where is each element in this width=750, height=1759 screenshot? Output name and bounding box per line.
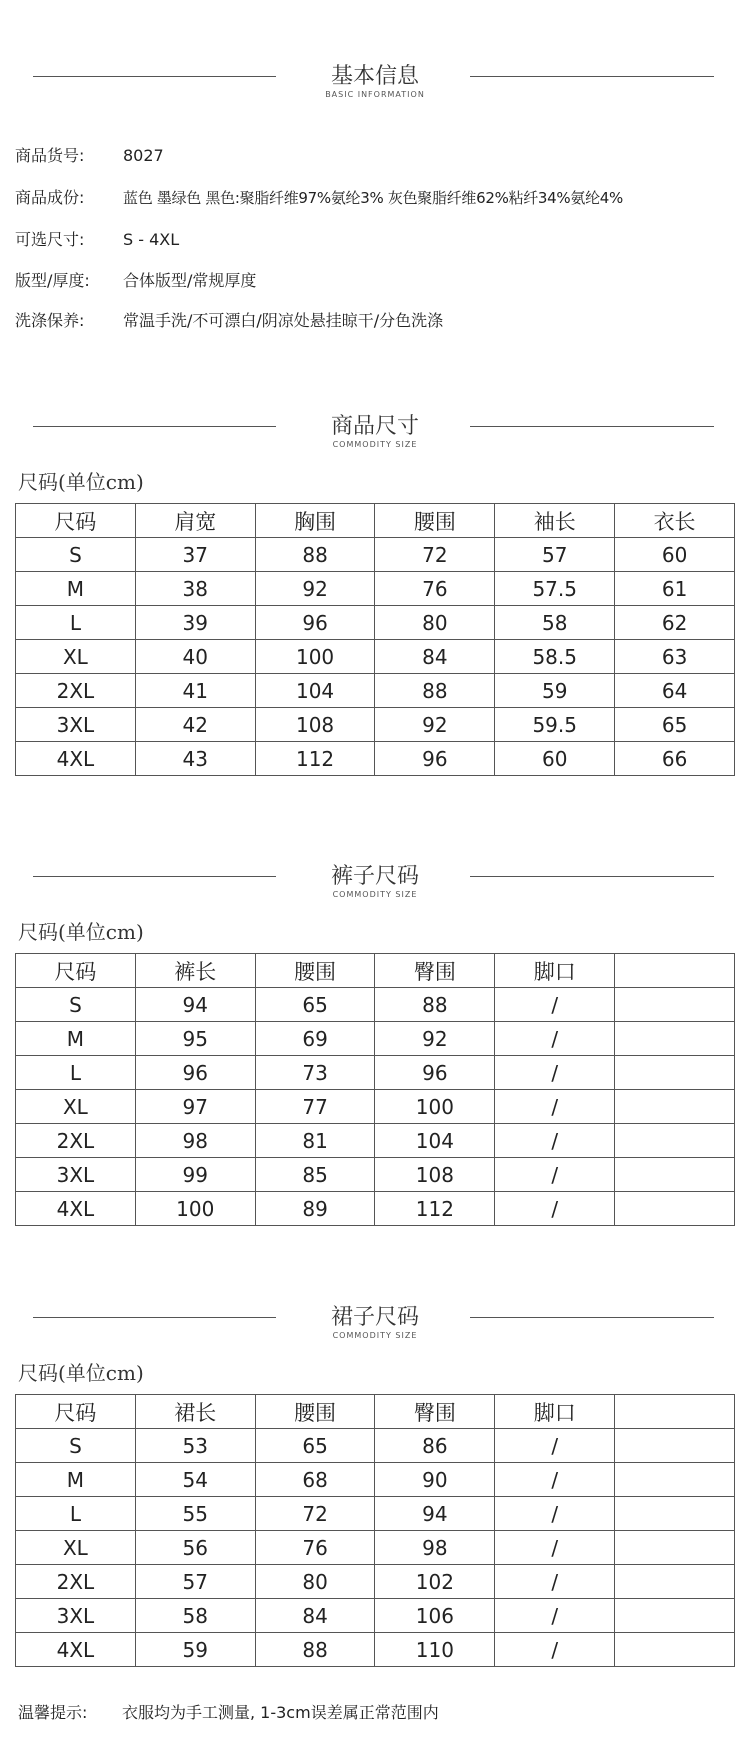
table-cell: 54 (135, 1463, 255, 1497)
col-header-hip: 臀围 (375, 954, 495, 988)
table-cell: XL (16, 640, 136, 674)
table-cell: 97 (135, 1090, 255, 1124)
table-cell: 56 (135, 1531, 255, 1565)
col-header-hem: 脚口 (495, 954, 615, 988)
table-cell: 80 (255, 1565, 375, 1599)
table-cell: 94 (135, 988, 255, 1022)
table-row (16, 1463, 735, 1497)
table-cell: 57 (495, 538, 615, 572)
basic-info-header (0, 64, 750, 104)
table-cell: / (495, 1022, 615, 1056)
table-cell: 3XL (16, 1158, 136, 1192)
table-row (16, 674, 735, 708)
table-cell: 65 (255, 1429, 375, 1463)
col-header-hip: 臀围 (375, 1395, 495, 1429)
table-cell: 84 (255, 1599, 375, 1633)
table-cell (615, 1429, 735, 1463)
table-row (16, 572, 735, 606)
table-cell: 104 (255, 674, 375, 708)
table-cell: 72 (255, 1497, 375, 1531)
table-cell: / (495, 1531, 615, 1565)
col-header-chest: 胸围 (255, 504, 375, 538)
table-cell: 92 (255, 572, 375, 606)
table-cell (615, 1022, 735, 1056)
table-cell: 94 (375, 1497, 495, 1531)
table-cell: / (495, 1124, 615, 1158)
table-cell (615, 1056, 735, 1090)
table-cell: 4XL (16, 1633, 136, 1667)
table-cell: 86 (375, 1429, 495, 1463)
table-cell: 59 (135, 1633, 255, 1667)
table-cell (615, 1633, 735, 1667)
table-row (16, 1124, 735, 1158)
table-row (16, 988, 735, 1022)
table-cell: / (495, 1090, 615, 1124)
table-cell: 98 (135, 1124, 255, 1158)
pants-size-header (0, 864, 750, 904)
table-cell: 2XL (16, 1565, 136, 1599)
table-cell: 60 (615, 538, 735, 572)
table-cell (615, 1090, 735, 1124)
table-cell: 104 (375, 1124, 495, 1158)
table-cell: / (495, 988, 615, 1022)
table-cell: 92 (375, 1022, 495, 1056)
table-cell (615, 1463, 735, 1497)
table-cell: 96 (255, 606, 375, 640)
table-cell: 64 (615, 674, 735, 708)
table-row (16, 1633, 735, 1667)
table-row (16, 1565, 735, 1599)
table-cell: 112 (375, 1192, 495, 1226)
section-subtitle: BASIC INFORMATION (325, 90, 425, 99)
info-value: 常温手洗/不可漂白/阴凉处悬挂晾干/分色洗涤 (123, 311, 444, 330)
table-row (16, 1192, 735, 1226)
table-cell: 100 (255, 640, 375, 674)
table-cell: 96 (375, 742, 495, 776)
table-cell: 80 (375, 606, 495, 640)
info-row-item-number (15, 146, 164, 166)
table-cell: 76 (255, 1531, 375, 1565)
unit-label: 尺码(单位cm) (18, 470, 144, 494)
table-row (16, 538, 735, 572)
table-cell: 95 (135, 1022, 255, 1056)
table-cell: 65 (255, 988, 375, 1022)
section-subtitle: COMMODITY SIZE (332, 890, 418, 899)
table-cell (615, 1497, 735, 1531)
table-cell: 90 (375, 1463, 495, 1497)
table-cell: 106 (375, 1599, 495, 1633)
table-cell: S (16, 538, 136, 572)
table-cell: S (16, 988, 136, 1022)
info-value: 8027 (123, 146, 164, 165)
table-cell: 59 (495, 674, 615, 708)
table-cell: 100 (375, 1090, 495, 1124)
commodity-size-table (15, 503, 735, 776)
table-cell: 65 (615, 708, 735, 742)
table-cell: 72 (375, 538, 495, 572)
table-cell: 77 (255, 1090, 375, 1124)
table-cell (615, 1124, 735, 1158)
table-cell: 63 (615, 640, 735, 674)
table-cell: 3XL (16, 708, 136, 742)
table-row (16, 1090, 735, 1124)
col-header-empty (615, 954, 735, 988)
section-title: 商品尺寸 (330, 414, 419, 439)
col-header-pants-length: 裤长 (135, 954, 255, 988)
table-cell: / (495, 1565, 615, 1599)
info-row-fit (15, 271, 256, 291)
col-header-size: 尺码 (16, 954, 136, 988)
info-row-sizes (15, 230, 179, 250)
table-cell: / (495, 1497, 615, 1531)
table-cell: 108 (375, 1158, 495, 1192)
info-value: S - 4XL (123, 230, 180, 249)
col-header-shoulder: 肩宽 (135, 504, 255, 538)
table-row (16, 1497, 735, 1531)
table-cell: 40 (135, 640, 255, 674)
table-cell (615, 1599, 735, 1633)
table-cell: XL (16, 1090, 136, 1124)
table-row (16, 708, 735, 742)
info-label: 商品成份: (15, 188, 85, 207)
table-cell (615, 1531, 735, 1565)
skirt-size-table (15, 1394, 735, 1667)
table-row (16, 1158, 735, 1192)
section-title: 基本信息 (330, 64, 419, 89)
table-cell: L (16, 1497, 136, 1531)
col-header-hem: 脚口 (495, 1395, 615, 1429)
info-row-care (15, 311, 443, 331)
skirt-size-header (0, 1305, 750, 1345)
table-cell (615, 1192, 735, 1226)
table-cell: 58 (495, 606, 615, 640)
table-cell: 112 (255, 742, 375, 776)
table-cell: 98 (375, 1531, 495, 1565)
table-cell: 38 (135, 572, 255, 606)
table-header-row (16, 954, 735, 988)
table-cell: 110 (375, 1633, 495, 1667)
table-header-row (16, 504, 735, 538)
tip-text: 衣服均为手工测量, 1-3cm误差属正常范围内 (122, 1703, 439, 1722)
table-cell: 3XL (16, 1599, 136, 1633)
table-cell: 37 (135, 538, 255, 572)
table-cell: 89 (255, 1192, 375, 1226)
table-cell: 57 (135, 1565, 255, 1599)
table-cell: 61 (615, 572, 735, 606)
table-cell: 43 (135, 742, 255, 776)
table-cell: 58.5 (495, 640, 615, 674)
table-cell: 88 (255, 1633, 375, 1667)
divider-right (470, 1317, 714, 1318)
measurement-tip (18, 1700, 439, 1723)
table-cell: 88 (255, 538, 375, 572)
table-cell: M (16, 572, 136, 606)
unit-label: 尺码(单位cm) (18, 1361, 144, 1385)
table-cell: 58 (135, 1599, 255, 1633)
table-cell: L (16, 606, 136, 640)
table-cell: 102 (375, 1565, 495, 1599)
table-row (16, 640, 735, 674)
table-cell: 76 (375, 572, 495, 606)
table-row (16, 606, 735, 640)
table-cell (615, 988, 735, 1022)
table-cell: / (495, 1056, 615, 1090)
col-header-empty (615, 1395, 735, 1429)
table-cell: 66 (615, 742, 735, 776)
table-cell: 81 (255, 1124, 375, 1158)
col-header-size: 尺码 (16, 1395, 136, 1429)
unit-label: 尺码(单位cm) (18, 920, 144, 944)
table-cell: 55 (135, 1497, 255, 1531)
table-cell: 62 (615, 606, 735, 640)
table-row (16, 1022, 735, 1056)
table-cell: 53 (135, 1429, 255, 1463)
table-row (16, 1429, 735, 1463)
col-header-sleeve: 袖长 (495, 504, 615, 538)
table-cell: 69 (255, 1022, 375, 1056)
divider-right (470, 876, 714, 877)
table-cell: 2XL (16, 674, 136, 708)
commodity-size-header (0, 414, 750, 454)
table-cell: 85 (255, 1158, 375, 1192)
info-row-composition (15, 188, 623, 208)
table-cell: 4XL (16, 742, 136, 776)
section-title: 裤子尺码 (330, 864, 419, 889)
col-header-waist: 腰围 (255, 1395, 375, 1429)
table-cell: / (495, 1158, 615, 1192)
table-cell: 39 (135, 606, 255, 640)
col-header-waist: 腰围 (255, 954, 375, 988)
table-cell: XL (16, 1531, 136, 1565)
table-cell: 57.5 (495, 572, 615, 606)
table-row (16, 1599, 735, 1633)
col-header-length: 衣长 (615, 504, 735, 538)
info-label: 可选尺寸: (15, 230, 85, 249)
table-cell: / (495, 1463, 615, 1497)
pants-size-table (15, 953, 735, 1226)
divider-right (470, 76, 714, 77)
table-cell: 99 (135, 1158, 255, 1192)
table-cell: 88 (375, 988, 495, 1022)
info-value: 蓝色 墨绿色 黑色:聚脂纤维97%氨纶3% 灰色聚脂纤维62%粘纤34%氨纶4% (123, 189, 623, 207)
table-cell: 68 (255, 1463, 375, 1497)
table-row (16, 742, 735, 776)
table-cell: 73 (255, 1056, 375, 1090)
table-row (16, 1056, 735, 1090)
section-subtitle: COMMODITY SIZE (332, 440, 418, 449)
info-label: 版型/厚度: (15, 271, 90, 290)
table-cell: 60 (495, 742, 615, 776)
col-header-skirt-length: 裙长 (135, 1395, 255, 1429)
col-header-size: 尺码 (16, 504, 136, 538)
table-cell: 92 (375, 708, 495, 742)
table-cell: 84 (375, 640, 495, 674)
table-cell: M (16, 1022, 136, 1056)
table-cell: 100 (135, 1192, 255, 1226)
tip-label: 温馨提示: (18, 1703, 88, 1722)
table-header-row (16, 1395, 735, 1429)
table-cell: 96 (375, 1056, 495, 1090)
table-cell: S (16, 1429, 136, 1463)
info-label: 洗涤保养: (15, 311, 85, 330)
table-cell: / (495, 1599, 615, 1633)
table-cell (615, 1158, 735, 1192)
table-row (16, 1531, 735, 1565)
section-subtitle: COMMODITY SIZE (332, 1331, 418, 1340)
table-cell: 108 (255, 708, 375, 742)
table-cell: 42 (135, 708, 255, 742)
table-cell (615, 1565, 735, 1599)
table-cell: / (495, 1192, 615, 1226)
col-header-waist: 腰围 (375, 504, 495, 538)
table-cell: 88 (375, 674, 495, 708)
section-title: 裙子尺码 (330, 1305, 419, 1330)
info-label: 商品货号: (15, 146, 85, 165)
table-cell: 96 (135, 1056, 255, 1090)
table-cell: / (495, 1633, 615, 1667)
table-cell: 41 (135, 674, 255, 708)
divider-right (470, 426, 714, 427)
table-cell: 2XL (16, 1124, 136, 1158)
table-cell: L (16, 1056, 136, 1090)
info-value: 合体版型/常规厚度 (123, 271, 257, 290)
table-cell: 59.5 (495, 708, 615, 742)
table-cell: M (16, 1463, 136, 1497)
table-cell: / (495, 1429, 615, 1463)
table-cell: 4XL (16, 1192, 136, 1226)
